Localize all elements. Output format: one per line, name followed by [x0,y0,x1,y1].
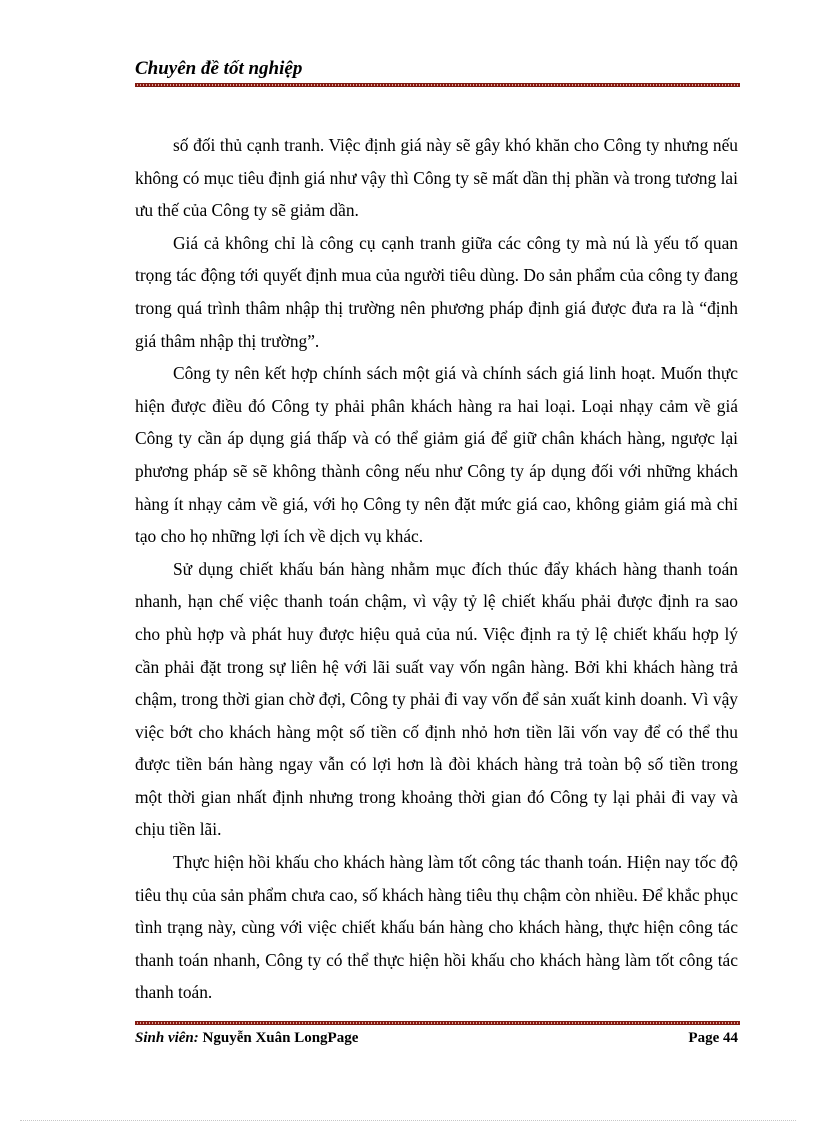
paragraph: Giá cả không chỉ là công cụ cạnh tranh giữa các công ty mà nú là yếu tố quan trọng tác động tới quyết định mua của người tiêu dùng. Do sản phẩm của công ty đang trong quá trình thâm nhập thị trường nên phương pháp định giá được đưa ra là “định giá thâm nhập thị trường”. [135,232,738,351]
footer-student [135,1030,358,1047]
paragraph: số đối thủ cạnh tranh. Việc định giá này sẽ gây khó khăn cho Công ty nhưng nếu không có mục tiêu định giá như vậy thì Công ty sẽ mất dần thị phần và trong tương lai ưu thế của Công ty sẽ giảm dần. [135,135,738,221]
page-number: Page 44 [688,1030,738,1046]
student-label: Sinh viên: [135,1030,199,1046]
paragraph: Sử dụng chiết khấu bán hàng nhằm mục đích thúc đẩy khách hàng thanh toán nhanh, hạn chế việc thanh toán chậm, vì vậy tỷ lệ chiết khấu phải được định ra sao cho phù hợp và phát huy được hiệu quả của nú. Việc định ra tỷ lệ chiết khấu hợp lý cần phải đặt trong sự liên hệ với lãi suất vay vốn ngân hàng. Bởi khi khách hàng trả chậm, trong thời gian chờ đợi, Công ty phải đi vay vốn để sản xuất kinh doanh. Vì vậy việc bớt cho khách hàng một số tiền cố định nhỏ hơn tiền lãi vốn vay để có thể thu được tiền bán hàng ngay vẫn có lợi hơn là đòi khách hàng trả toàn bộ số tiền trong một thời gian nhất định nhưng trong khoảng thời gian đó Công ty lại phải đi vay và chịu tiền lãi. [135,558,738,840]
footer-rule [135,1021,740,1025]
header-title: Chuyên đề tốt nghiệp [135,58,303,79]
student-name: Nguyễn Xuân LongPage [202,1030,359,1046]
document-body [135,129,738,1009]
header-rule [135,83,740,87]
page-edge-divider [20,1120,796,1121]
paragraph: Thực hiện hồi khấu cho khách hàng làm tốt công tác thanh toán. Hiện nay tốc độ tiêu thụ của sản phẩm chưa cao, số khách hàng tiêu thụ chậm còn nhiều. Để khắc phục tình trạng này, cùng với việc chiết khấu bán hàng cho khách hàng, thực hiện công tác thanh toán nhanh, Công ty có thể thực hiện hồi khấu cho khách hàng làm tốt công tác thanh toán. [135,852,738,1003]
paragraph: Công ty nên kết hợp chính sách một giá và chính sách giá linh hoạt. Muốn thực hiện được điều đó Công ty phải phân khách hàng ra hai loại. Loại nhạy cảm về giá Công ty cần áp dụng giá thấp và có thể giảm giá để giữ chân khách hàng, ngược lại phương pháp sẽ sẽ không thành công nếu như Công ty áp dụng đối với những khách hàng ít nhạy cảm về giá, với họ Công ty nên đặt mức giá cao, không giảm giá mà chỉ tạo cho họ những lợi ích về dịch vụ khác. [135,363,738,547]
